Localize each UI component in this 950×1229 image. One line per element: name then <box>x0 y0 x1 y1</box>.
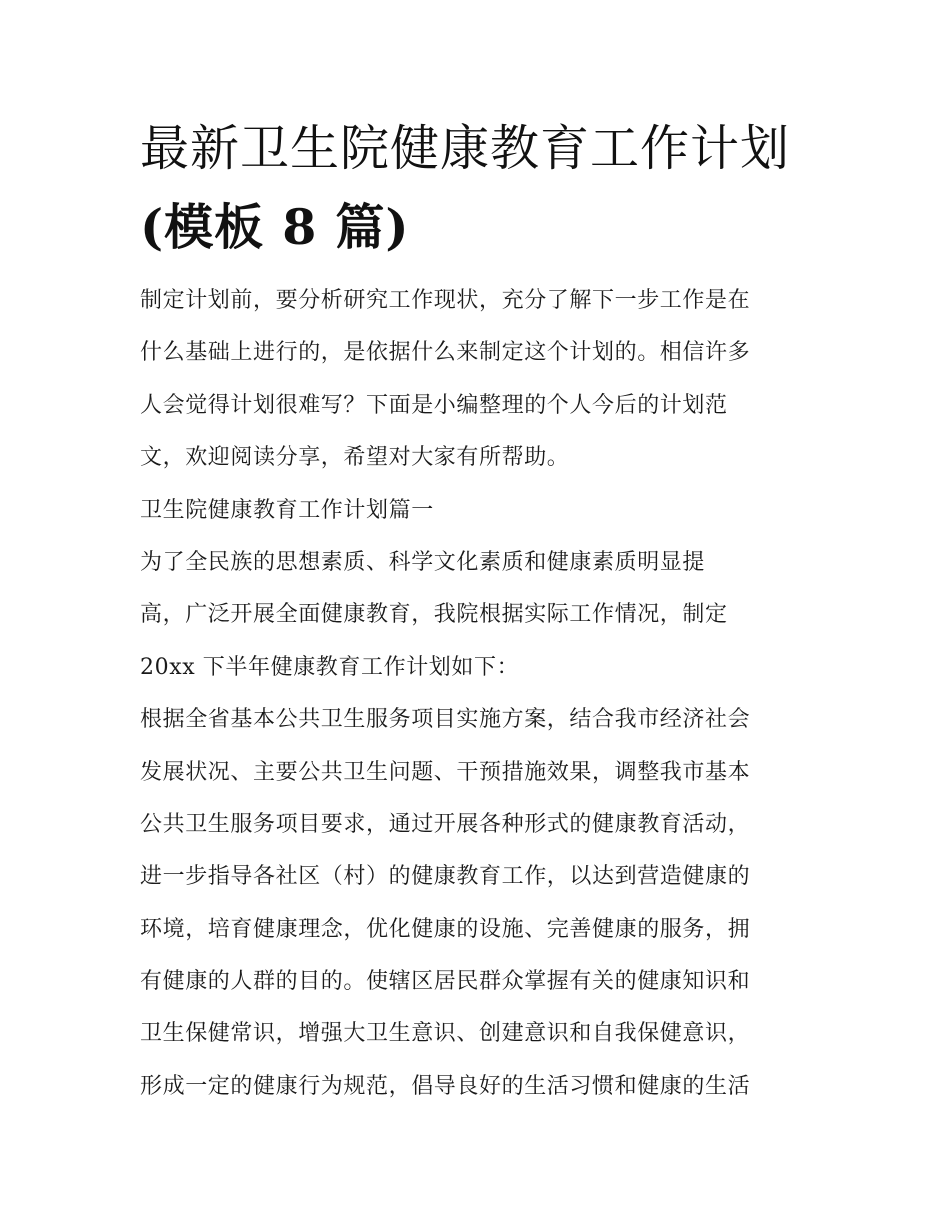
paragraph-1-line-2: 高，广泛开展全面健康教育，我院根据实际工作情况，制定 <box>140 602 728 628</box>
paragraph-2-line-2: 发展状况、主要公共卫生问题、干预措施效果，调整我市基本 <box>140 759 751 785</box>
section-heading: 卫生院健康教育工作计划篇一 <box>140 497 434 523</box>
paragraph-2-line-3: 公共卫生服务项目要求，通过开展各种形式的健康教育活动， <box>140 811 751 837</box>
document-body <box>140 275 820 1113</box>
intro-line-2: 什么基础上进行的，是依据什么来制定这个计划的。相信许多 <box>140 340 751 366</box>
paragraph-2-line-8: 形成一定的健康行为规范，倡导良好的生活习惯和健康的生活 <box>140 1073 751 1099</box>
intro-line-3: 人会觉得计划很难写？下面是小编整理的个人今后的计划范 <box>140 392 728 418</box>
paragraph-1-line-1: 为了全民族的思想素质、科学文化素质和健康素质明显提 <box>140 549 706 575</box>
paragraph-1-line-3: 20xx 下半年健康教育工作计划如下： <box>140 654 520 680</box>
title-line-2: (模板 8 篇) <box>140 198 410 256</box>
document-title <box>140 110 860 267</box>
intro-line-1: 制定计划前，要分析研究工作现状，充分了解下一步工作是在 <box>140 288 751 313</box>
title-line-1: 最新卫生院健康教育工作计划 <box>140 120 791 177</box>
paragraph-2-line-1: 根据全省基本公共卫生服务项目实施方案，结合我市经济社会 <box>140 707 751 733</box>
paragraph-2-line-5: 环境，培育健康理念，优化健康的设施、完善健康的服务，拥 <box>140 916 751 942</box>
paragraph-2-line-4: 进一步指导各社区（村）的健康教育工作，以达到营造健康的 <box>140 864 751 890</box>
intro-line-4: 文，欢迎阅读分享，希望对大家有所帮助。 <box>140 445 570 471</box>
paragraph-2-line-6: 有健康的人群的目的。使辖区居民群众掌握有关的健康知识和 <box>140 969 751 995</box>
paragraph-2-line-7: 卫生保健常识，增强大卫生意识、创建意识和自我保健意识， <box>140 1021 751 1047</box>
